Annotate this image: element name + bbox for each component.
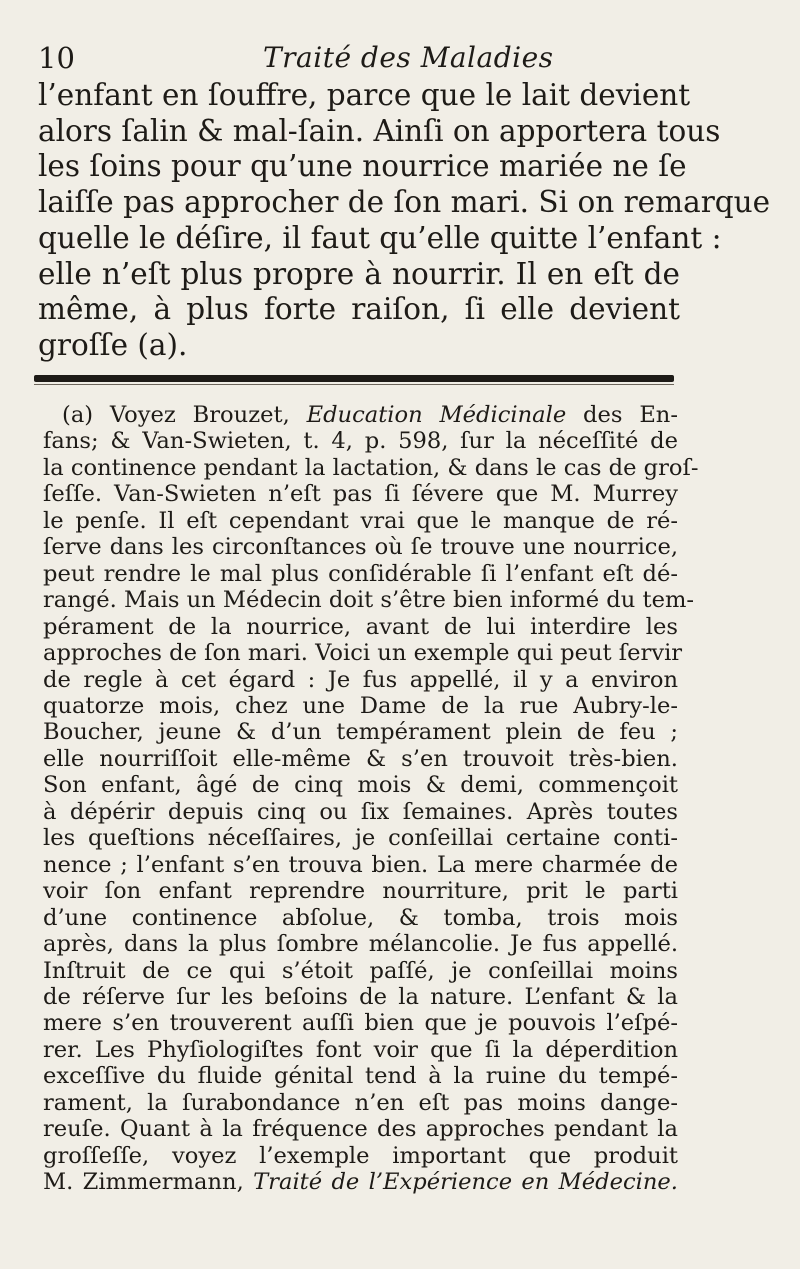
- footnote-line: nence ; l’enfant s’en trouva bien. La mere charmée de: [43, 851, 678, 878]
- main-line: même, à plus forte raiſon, ſi elle devient: [38, 292, 680, 327]
- footnote-line: [43, 402, 678, 428]
- footnote: [43, 402, 699, 1196]
- footnote-line: elle nourriſſoit elle-même & s’en trouvoit très-bien.: [43, 745, 678, 772]
- footnote-line: exceſſive du fluide génital tend à la ruine du tempé-: [43, 1063, 678, 1090]
- footnote-separator-rule: [34, 375, 674, 382]
- footnote-line: Son enfant, âgé de cinq mois & demi, commençoit: [43, 772, 678, 799]
- footnote-line: fans; & Van-Swieten, t. 4, p. 598, ſur la néceſſité de: [43, 428, 678, 455]
- footnote-line: [43, 1169, 678, 1195]
- page-number: 10: [38, 41, 75, 75]
- footnote-line: pérament de la nourrice, avant de lui interdire les: [43, 613, 678, 640]
- footnote-line: mere s’en trouverent auſſi bien que je pouvois l’eſpé-: [43, 1010, 678, 1037]
- footnote-line: ſerve dans les circonſtances où ſe trouve une nourrice,: [43, 534, 678, 561]
- running-head: Traité des Maladies: [263, 41, 554, 74]
- footnote-line: groſſeſſe, voyez l’exemple important que produit: [43, 1142, 678, 1169]
- footnote-line: à dépérir depuis cinq ou ſix ſemaines. Après toutes: [43, 798, 678, 825]
- footnote-text: (a) Voyez Brouzet,: [62, 402, 307, 428]
- footnote-line: voir ſon enfant reprendre nourriture, prit le parti: [43, 878, 678, 905]
- footnote-line: rament, la ſurabondance n’en eſt pas moins dange-: [43, 1089, 678, 1116]
- footnote-line: rangé. Mais un Médecin doit s’être bien informé du tem-: [43, 587, 695, 614]
- footnote-line: de regle à cet égard : Je fus appellé, il y a environ: [43, 666, 678, 693]
- footnote-line: approches de ſon mari. Voici un exemple qui peut ſervir: [43, 640, 683, 667]
- footnote-line: la continence pendant la lactation, & dans le cas de groſ-: [43, 454, 699, 481]
- footnote-line: le penſe. Il eſt cependant vrai que le manque de ré-: [43, 507, 678, 534]
- footnote-line: Boucher, jeune & d’un tempérament plein de feu ;: [43, 719, 678, 746]
- page-header: [38, 40, 678, 76]
- footnote-line: d’une continence abſolue, & tomba, trois mois: [43, 904, 678, 931]
- main-line: elle n’eſt plus propre à nourrir. Il en eſt de: [38, 256, 680, 291]
- book-title-italic: Education Médicinale: [306, 402, 567, 428]
- main-line: l’enfant en ſouffre, parce que le lait devient: [38, 78, 691, 112]
- footnote-line: ſeſſe. Van-Swieten n’eſt pas ſi ſévere que M. Murrey: [43, 481, 678, 508]
- footnote-line: les queſtions néceſſaires, je conſeillai certaine conti-: [43, 825, 678, 852]
- main-line: groſſe (a).: [38, 327, 188, 362]
- footnote-text: des En-: [566, 402, 678, 428]
- footnote-line: Inſtruit de ce qui s’étoit paſſé, je conſeillai moins: [43, 957, 678, 984]
- footnote-line: peut rendre le mal plus conſidérable ſi l’enfant eſt dé-: [43, 560, 678, 587]
- main-paragraph: [38, 78, 771, 364]
- footnote-line: quatorze mois, chez une Dame de la rue Aubry-le-: [43, 692, 678, 719]
- footnote-line: après, dans la plus ſombre mélancolie. Je fus appellé.: [43, 931, 678, 958]
- main-line: les ſoins pour qu’une nourrice mariée ne ſe: [38, 149, 687, 184]
- footnote-line: de réſerve ſur les beſoins de la nature. L’enfant & la: [43, 983, 678, 1010]
- main-line: laiſſe pas approcher de ſon mari. Si on remarque: [38, 185, 771, 220]
- footnote-text: M. Zimmermann,: [43, 1169, 254, 1196]
- main-line: alors ſalin & mal-ſain. Ainſi on apportera tous: [38, 113, 721, 148]
- footnote-separator-hairline: [34, 384, 674, 385]
- footnote-line: reuſe. Quant à la fréquence des approches pendant la: [43, 1116, 678, 1143]
- main-line: quelle le déſire, il faut qu’elle quitte l’enfant :: [38, 220, 722, 255]
- footnote-line: rer. Les Phyſiologiſtes font voir que ſi la déperdition: [43, 1036, 678, 1063]
- book-title-italic: Traité de l’Expérience en Médecine.: [253, 1169, 678, 1196]
